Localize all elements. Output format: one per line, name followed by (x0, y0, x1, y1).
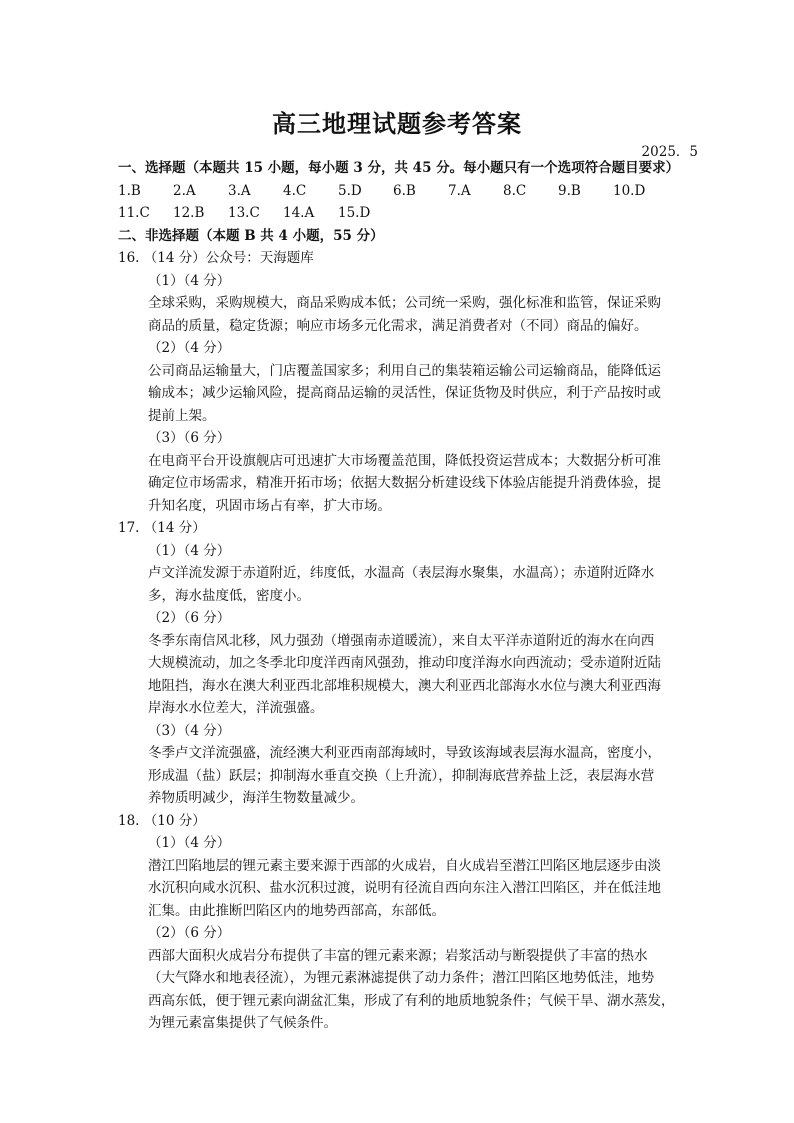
section-heading-nonchoice: 二、非选择题（本题 B 共 4 小题，55 分） (118, 227, 384, 244)
choice-answer: 2.A (173, 182, 196, 199)
choice-answer: 14.A (283, 205, 315, 221)
choice-answer: 1.B (118, 182, 141, 199)
choice-answer: 11.C (118, 205, 150, 221)
q17-part2-heading: （2）（6 分） (148, 610, 231, 626)
choice-answers-row-2 (118, 202, 688, 225)
choice-answer: 4.C (283, 182, 307, 199)
q16-part1-heading: （1）（4 分） (148, 272, 231, 289)
choice-answer: 15.D (338, 205, 371, 221)
exam-date: 2025．5 (641, 144, 698, 160)
q18-part1-heading: （1）（4 分） (148, 835, 231, 851)
q16-part1-line: 商品的质量，稳定货源；响应市场多元化需求，满足消费者对（不同）商品的偏好。 (148, 317, 648, 334)
q16-part3-heading: （3）（6 分） (148, 430, 231, 446)
choice-answer: 9.B (558, 182, 581, 199)
q18-part2-line: 为锂元素富集提供了气候条件。 (148, 1015, 337, 1031)
answer-body (118, 157, 688, 1035)
choice-answer: 7.A (448, 182, 471, 199)
choice-answer: 5.D (338, 182, 362, 199)
q17-part2-line: 大规模流动，加之冬季北印度洋西南风强劲，推动印度洋海水向西流动；受赤道附近陆 (148, 655, 661, 671)
q18-part2-line: （大气降水和地表径流），为锂元素淋滤提供了动力条件；潜江凹陷区地势低洼，地势 (148, 970, 655, 986)
q17-part1-heading: （1）（4 分） (148, 542, 231, 559)
q18-part2-heading: （2）（6 分） (148, 925, 231, 941)
q18-part1-line: 水沉积向咸水沉积、盐水沉积过渡，说明有径流自西向东注入潜江凹陷区，并在低洼地 (148, 880, 661, 896)
q16-part1-line: 全球采购，采购规模大，商品采购成本低；公司统一采购，强化标准和监管，保证采购 (148, 295, 661, 311)
q18-part2-line: 西高东低，便于锂元素向湖盆汇集，形成了有利的地质地貌条件；气候干旱、湖水蒸发， (148, 992, 675, 1009)
q18-part1-line: 汇集。由此推断凹陷区内的地势西部高，东部低。 (148, 902, 445, 919)
q18-part1-line: 潜江凹陷地层的锂元素主要来源于西部的火成岩，自火成岩至潜江凹陷区地层逐步由淡 (148, 857, 661, 874)
q18-part2-line: 西部大面积火成岩分布提供了丰富的锂元素来源；岩浆活动与断裂提供了丰富的热水 (148, 947, 648, 964)
q17-part3-line: 养物质明减少，海洋生物数量减少。 (148, 790, 364, 806)
section-heading-choice: 一、选择题（本题共 15 小题，每小题 3 分，共 45 分。每小题只有一个选项符合题目要求） (118, 160, 680, 176)
choice-answers-row-1 (118, 180, 688, 203)
q17-part2-line: 岸海水水位差大，洋流强盛。 (148, 700, 324, 716)
q17-part1-line: 卢文洋流发源于赤道附近，纬度低，水温高（表层海水聚集，水温高）；赤道附近降水 (148, 565, 655, 581)
choice-answer: 13.C (228, 205, 260, 221)
q16-part2-line: 提前上架。 (148, 407, 216, 424)
question-18-heading: 18. （10 分） (118, 812, 206, 829)
question-16-heading: 16. （14 分）公众号：天海题库 (118, 250, 314, 266)
choice-answer: 10.D (613, 182, 646, 199)
q16-part2-line: 公司商品运输量大，门店覆盖国家多；利用自己的集装箱运输公司运输商品，能降低运 (148, 362, 661, 379)
q16-part3-line: 确定位市场需求，精准开拓市场；依据大数据分析建设线下体验店能提升消费体验，提 (148, 475, 661, 491)
choice-answer: 3.A (228, 182, 251, 199)
q17-part2-line: 地阻挡，海水在澳大利亚西北部堆积规模大，澳大利亚西北部海水水位与澳大利亚西海 (148, 677, 661, 694)
choice-answer: 12.B (173, 205, 205, 221)
choice-answer: 6.B (393, 182, 416, 199)
q17-part3-line: 冬季卢文洋流强盛，流经澳大利亚西南部海域时，导致该海域表层海水温高，密度小， (148, 745, 661, 761)
q16-part3-line: 在电商平台开设旗舰店可迅速扩大市场覆盖范围，降低投资运营成本；大数据分析可准 (148, 452, 661, 469)
q17-part1-line: 多，海水盐度低，密度小。 (148, 587, 310, 604)
q16-part2-heading: （2）（4 分） (148, 340, 231, 356)
q17-part3-line: 形成温（盐）跃层；抑制海水垂直交换（上升流），抑制海底营养盐上泛，表层海水营 (148, 767, 655, 784)
q16-part3-line: 升知名度，巩固市场占有率，扩大市场。 (148, 497, 391, 514)
q17-part3-heading: （3）（4 分） (148, 722, 231, 739)
q16-part2-line: 输成本；减少运输风险，提高商品运输的灵活性，保证货物及时供应，利于产品按时或 (148, 385, 661, 401)
question-17-heading: 17. （14 分） (118, 520, 206, 536)
q17-part2-line: 冬季东南信风北移，风力强劲（增强南赤道暖流），来自太平洋赤道附近的海水在向西 (148, 632, 655, 649)
page-title: 高三地理试题参考答案 (272, 109, 522, 138)
choice-answer: 8.C (503, 182, 527, 199)
